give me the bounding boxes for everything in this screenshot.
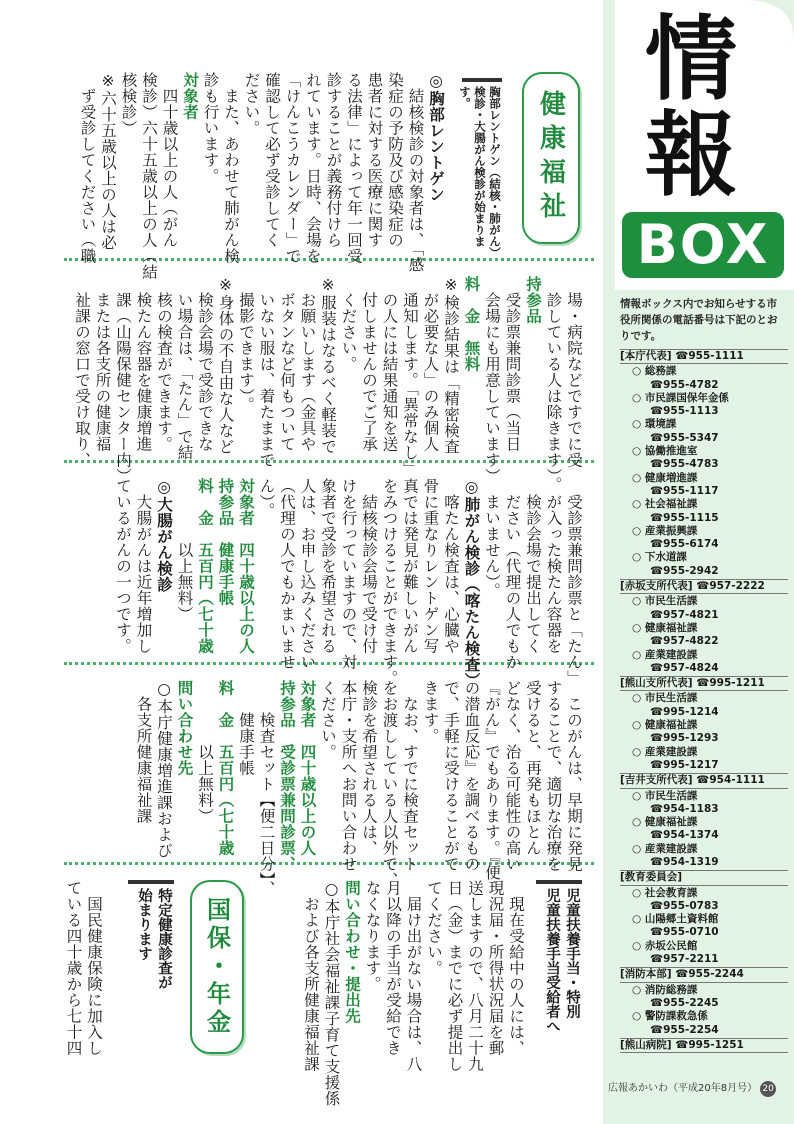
directory-item: ○ 市民生活課: [632, 595, 698, 608]
text-line: 料 金 無料: [462, 276, 481, 372]
text-line: 『がん』でもあります。『便: [483, 680, 501, 881]
text-line: 検査セット【便二日分】、: [257, 680, 276, 897]
directory-phone: ☎955-5347: [650, 431, 719, 444]
text-line: 国民健康保険に加入し: [85, 880, 103, 1056]
text-line: このがんは、早期に発見: [565, 680, 583, 872]
text-line: ○本庁健康増進課および: [155, 680, 173, 859]
text-line: 四十歳以上の人（がん: [160, 72, 179, 248]
text-line: 対象者: [181, 72, 199, 120]
directory-phone: ☎955-4782: [650, 378, 719, 391]
text-line: 届け出がない場合は、八: [404, 880, 423, 1072]
text-line: の人には結果通知を送: [380, 276, 399, 452]
text-line: ているがんの一つです。: [114, 478, 132, 654]
text-line: または各支所の健康福: [93, 276, 112, 452]
directory-section: [消防本部] ☎955-2244: [620, 967, 788, 982]
row-divider: [64, 460, 594, 463]
text-line: 本庁・支所へお問い合わせ: [339, 680, 358, 872]
text-line: きます。: [421, 680, 440, 744]
directory-phone: ☎954-1183: [650, 802, 719, 815]
directory-item: ○ 社会福祉課: [632, 498, 698, 511]
text-line: 対象者 四十歳以上の人: [237, 478, 255, 654]
text-line: 喀たん検査は、心臓や: [442, 478, 460, 654]
section-badge-kokuho: 国保・年金: [190, 880, 244, 1054]
text-line: ず受診してください（職: [78, 72, 97, 264]
title-char-1: 情: [645, 6, 738, 113]
article-column: [63, 880, 104, 1056]
text-line: ※服装はなるべく軽装で: [319, 276, 337, 455]
text-line: 問い合わせ先: [175, 680, 194, 776]
directory-phone: ☎955-2942: [650, 564, 719, 577]
text-line: 結核検診の対象者は、「感: [406, 72, 425, 273]
directory-phone: ☎954-1319: [650, 855, 719, 868]
text-line: 撮影できます）。: [237, 276, 255, 413]
text-line: の潜血反応』を調べるもの: [462, 680, 481, 872]
box-label: BOX: [622, 212, 784, 278]
text-line: 課（山陽保健センター内）: [114, 276, 132, 484]
text-line: また、あわせて肺がん検: [222, 72, 240, 264]
text-line: が必要な人」のみ個人: [421, 276, 440, 452]
directory-item: ○ 産業振興課: [632, 524, 698, 537]
text-line: （代理の人でもかまいませ: [278, 478, 296, 670]
directory-phone: ☎957-2211: [650, 953, 719, 966]
directory-section: [吉井支所代表] ☎954-1111: [620, 773, 788, 788]
text-line: 染症の予防及び感染症の: [386, 72, 404, 248]
text-line: 患者に対する医療に関す: [365, 72, 384, 248]
directory-item: ○ 赤坂公民館: [632, 939, 698, 952]
directory-item: ○ 産業建設課: [632, 842, 698, 855]
text-line: 以上無料）: [175, 478, 194, 622]
directory-section: [本庁代表] ☎955-1111: [620, 349, 788, 364]
article-column: [113, 478, 585, 689]
text-line: お願いします（金具や: [298, 276, 317, 452]
directory-item: ○ 下水道課: [632, 551, 687, 564]
text-line: ボタンなど何もついて: [278, 276, 296, 452]
directory-phone: ☎957-4824: [650, 661, 719, 674]
article-heading-child-allowance: [536, 880, 582, 1058]
text-line: ている四十歳から七十四: [64, 880, 83, 1056]
footer: [608, 1079, 776, 1097]
text-line: 現在受給中の人には、: [507, 880, 525, 1056]
text-line: 診している人は除きます）。: [544, 276, 563, 493]
text-line: ◎肺がん検診（喀たん検査）: [462, 478, 481, 689]
text-line: 真では発見が難しいがん: [401, 478, 419, 654]
text-line: 人は、お申し込みください: [298, 478, 317, 670]
text-line: 結核検診会場で受け付: [360, 478, 378, 654]
text-line: てください。: [425, 880, 443, 976]
article-heading-health-checkup: [128, 880, 174, 1058]
heading-line: 胸部レントゲン（結核・肺がん）: [488, 86, 502, 259]
text-line: ださい（代理の人でもか: [503, 478, 522, 670]
heading-line: 児童扶養手当受給者へ: [544, 888, 560, 1033]
text-line: 祉課の窓口で受け取り、: [73, 276, 91, 468]
text-line: 料 金 五百円（七十歳: [196, 478, 214, 654]
article-column: [133, 680, 584, 897]
directory-phone: ☎954-1374: [650, 829, 719, 842]
text-line: 付しませんのでご了承: [360, 276, 378, 452]
text-line: 骨に重なりレントゲン写: [421, 478, 440, 654]
directory-phone: ☎955-2254: [650, 1023, 719, 1036]
directory-item: ○ 山陽郷土資料館: [632, 913, 719, 926]
heading-line: 検診・大腸がん検診が始まります。: [458, 86, 487, 247]
text-line: 診も行います。: [201, 72, 220, 184]
text-line: 受診票兼問診票（当日: [503, 276, 522, 452]
text-line: ○本庁社会福祉課子育て支援係: [322, 880, 341, 1107]
directory-item: ○ 市民生活課: [632, 789, 698, 802]
directory-phone: ☎955-0783: [650, 899, 719, 912]
sidebar-left-strip: [603, 0, 615, 290]
text-line: まいません）。: [483, 478, 501, 599]
text-line: どなく、治る可能性の高い: [503, 680, 522, 872]
directory-item: ○ 健康増進課: [632, 471, 698, 484]
text-line: 確認して必ず受診してく: [263, 72, 281, 248]
directory-section: [熊山支所代表] ☎995-1211: [620, 676, 788, 691]
text-line: ◎大腸がん検診: [155, 478, 173, 593]
text-line: 持参品 健康手帳: [216, 478, 235, 606]
text-line: 持参品: [524, 276, 542, 324]
directory-phone: ☎957-4822: [650, 635, 719, 648]
directory-section: [赤坂支所代表] ☎957-2222: [620, 579, 788, 594]
text-line: することで、適切な治療を: [544, 680, 563, 872]
directory-item: ○ 産業建設課: [632, 745, 698, 758]
directory-phone: ☎955-4783: [650, 458, 719, 471]
text-line: 料 金 五百円（七十歳: [216, 680, 235, 856]
text-line: る法律」によって年一回受: [345, 72, 363, 264]
text-line: いない服は、着たままで: [257, 276, 276, 468]
heading-line: 始まります: [136, 888, 152, 961]
directory-phone: ☎995-1217: [650, 758, 719, 771]
text-line: 対象者 四十歳以上の人: [298, 680, 317, 856]
phone-directory: [620, 348, 788, 1054]
directory-phone: ☎955-1113: [650, 405, 719, 418]
text-line: れています。日時、会場を: [304, 72, 322, 264]
text-line: 問い合わせ・提出先: [343, 880, 361, 1024]
directory-item: ○ 消防総務課: [632, 983, 698, 996]
text-line: 象者で受診を希望される: [319, 478, 337, 654]
directory-item: ○ 健康福祉課: [632, 621, 698, 634]
text-line: なお、すでに検査セット: [401, 680, 419, 872]
text-line: 核の検査ができます。: [155, 276, 173, 452]
text-line: 月以降の手当が受給でき: [384, 880, 402, 1056]
directory-item: ○ 社会教育課: [632, 886, 698, 899]
directory-item: ○ 健康福祉課: [632, 816, 698, 829]
footer-text: 広報あかいわ（平成20年8月号）: [608, 1083, 758, 1094]
directory-item: ○ 産業建設課: [632, 648, 698, 661]
directory-section: [熊山病院] ☎995-1251: [620, 1038, 788, 1053]
article-column: [72, 276, 585, 493]
directory-item: ○ 健康福祉課: [632, 719, 698, 732]
text-line: をお渡ししている人以外で、: [380, 680, 399, 888]
text-line: なくなります。: [363, 880, 382, 992]
text-line: 以上無料）: [196, 680, 214, 824]
directory-item: ○ 市民課国保年金係: [632, 391, 729, 404]
directory-phone: ☎955-1115: [650, 511, 719, 524]
directory-phone: ☎955-6174: [650, 538, 719, 551]
text-line: 場・病院などですでに受: [565, 276, 583, 468]
text-line: ください。: [319, 680, 337, 760]
text-line: 検診会場で受診できな: [196, 276, 214, 452]
text-line: ※検診結果は「精密検査: [442, 276, 460, 455]
text-line: 送しますので、八月二十九: [466, 880, 484, 1072]
text-line: 受けると、再発もほとん: [524, 680, 542, 856]
text-line: が入った検たん容器を: [544, 478, 563, 654]
text-line: 日（金）までに必ず提出し: [445, 880, 464, 1072]
text-line: ※身体の不自由な人など: [216, 276, 235, 455]
sidebar-intro: 情報ボックス内でお知らせする市役所関係の電話番号は下記のとおりです。: [620, 298, 778, 342]
text-line: で、手軽に受けることがで: [442, 680, 460, 872]
text-line: ださい。: [242, 72, 261, 136]
directory-item: ○ 協働推進室: [632, 445, 698, 458]
text-line: ※六十五歳以上の人は必: [99, 72, 117, 251]
text-line: ん）。: [257, 478, 276, 519]
article-column: [77, 72, 446, 280]
directory-phone: ☎955-0710: [650, 926, 719, 939]
text-line: をみつけることができます。: [380, 478, 399, 686]
title-char-2: 報: [645, 102, 738, 209]
text-line: 受診票兼問診票と「たん」: [565, 478, 583, 686]
text-line: 現況届・所得状況届を郵: [486, 880, 505, 1056]
text-line: および各支所健康福祉課: [302, 880, 320, 1072]
text-line: けを行っていますので、対: [339, 478, 358, 670]
heading-line: 児童扶養手当・特別: [564, 888, 580, 1019]
article-heading-xray: [458, 78, 502, 259]
text-line: 「けんこうカレンダー」で: [283, 72, 302, 264]
directory-section: [教育委員会]: [620, 870, 788, 885]
heading-line: 特定健康診査が: [156, 888, 172, 990]
text-line: 検診を希望される人は、: [360, 680, 378, 856]
text-line: 検たん容器を健康増進: [134, 276, 153, 452]
directory-phone: ☎955-2245: [650, 996, 719, 1009]
directory-item: ○ 総務課: [632, 365, 677, 378]
directory-phone: ☎995-1214: [650, 705, 719, 718]
text-line: 検診）六十五歳以上の人（結: [140, 72, 158, 280]
directory-phone: ☎957-4821: [650, 608, 719, 621]
directory-item: ○ 警防課救急係: [632, 1010, 708, 1023]
text-line: 診することが義務付けら: [324, 72, 343, 248]
text-line: 大腸がんは近年増加し: [134, 478, 153, 654]
text-line: ◎胸部レントゲン: [427, 72, 445, 203]
text-line: 検診会場で提出してく: [524, 478, 542, 654]
article-column: [301, 880, 527, 1107]
directory-item: ○ 市民生活課: [632, 692, 698, 705]
text-line: 会場にも用意しています）: [483, 276, 501, 484]
directory-phone: ☎955-1117: [650, 484, 719, 497]
directory-item: ○ 環境課: [632, 418, 677, 431]
text-line: 各支所健康福祉課: [134, 680, 153, 824]
directory-phone: ☎995-1293: [650, 732, 719, 745]
text-line: い場合は、「たん」で結: [175, 276, 194, 461]
section-badge-kenko: 健康福祉: [522, 72, 580, 244]
text-line: 持参品 受診票兼問診票、: [278, 680, 296, 872]
text-line: 健康手帳: [237, 680, 255, 776]
page-number: 20: [760, 1081, 776, 1097]
text-line: 通知します。「異常なし」: [401, 276, 419, 477]
text-line: ください。: [339, 276, 358, 372]
text-line: 核検診）: [119, 72, 138, 136]
